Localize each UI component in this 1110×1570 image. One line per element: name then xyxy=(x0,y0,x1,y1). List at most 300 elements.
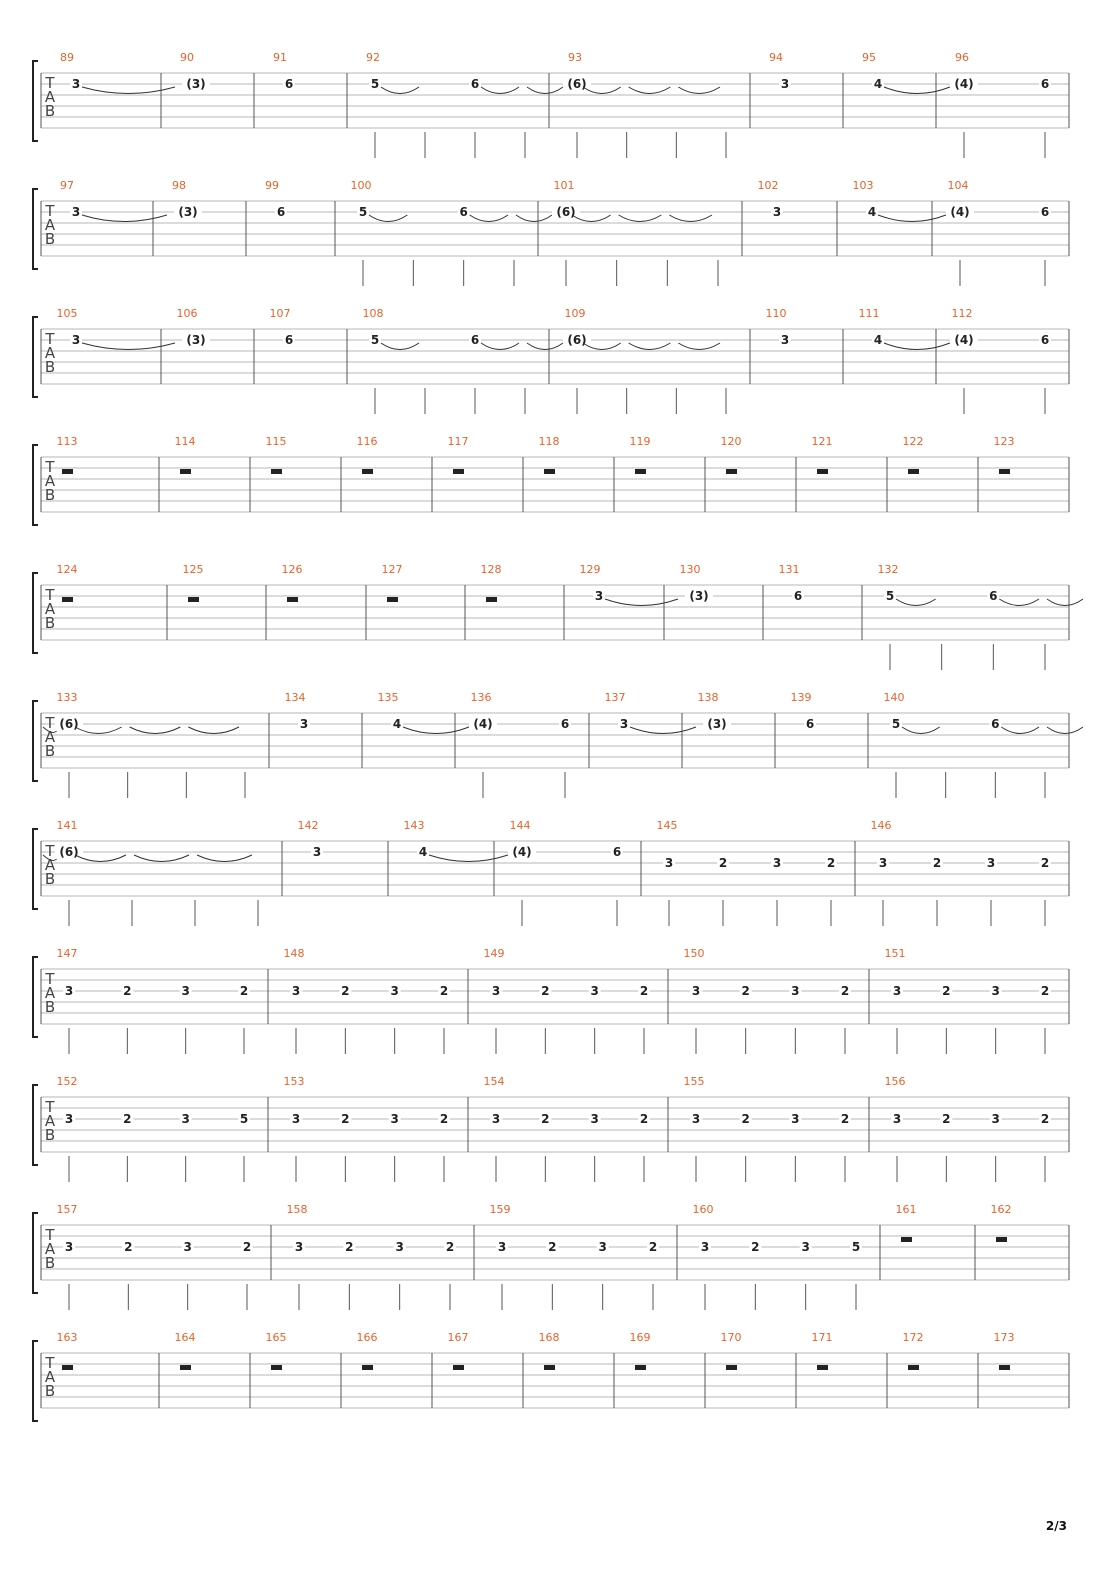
rest-symbol xyxy=(387,597,398,602)
rest-symbol xyxy=(188,597,199,602)
measure-number: 140 xyxy=(883,691,905,704)
tie-arc xyxy=(527,87,563,94)
fret-number: 3 xyxy=(181,1112,190,1126)
fret-number: 2 xyxy=(242,1240,252,1254)
measure-number: 97 xyxy=(60,179,74,192)
measure-number: 137 xyxy=(604,691,626,704)
fret-number: 5 xyxy=(239,1112,249,1126)
rest-symbol xyxy=(817,1365,828,1370)
rest-symbol xyxy=(901,1237,912,1242)
fret-number: 2 xyxy=(648,1240,658,1254)
measure-number: 163 xyxy=(56,1331,78,1344)
measure-number: 110 xyxy=(765,307,787,320)
tab-clef-letter: B xyxy=(44,742,56,760)
tie-arc xyxy=(130,727,181,734)
fret-number: 5 xyxy=(885,589,895,603)
fret-number: 3 xyxy=(594,589,604,603)
tab-clef-letter: A xyxy=(44,216,56,234)
fret-number: (4) xyxy=(512,845,532,859)
tab-clef-letter: B xyxy=(44,614,56,632)
fret-number: 3 xyxy=(691,1112,701,1126)
system-bracket xyxy=(33,573,38,653)
rest-symbol xyxy=(486,597,497,602)
system-bracket xyxy=(33,317,38,397)
fret-number: 2 xyxy=(341,1112,350,1126)
tab-clef-letter: A xyxy=(44,984,56,1002)
rest-symbol xyxy=(635,1365,646,1370)
tab-clef-letter: A xyxy=(44,600,56,618)
measure-number: 91 xyxy=(273,51,287,64)
fret-number: (6) xyxy=(567,77,587,91)
fret-number: 2 xyxy=(123,1112,132,1126)
fret-number: 3 xyxy=(390,984,399,998)
tie-arc xyxy=(1001,727,1039,734)
fret-number: 3 xyxy=(294,1240,304,1254)
tab-clef-letter: A xyxy=(44,88,56,106)
tab-clef-letter: T xyxy=(45,842,55,860)
rest-symbol xyxy=(999,469,1010,474)
fret-number: 3 xyxy=(780,333,790,347)
tab-clef-letter: A xyxy=(44,472,56,490)
fret-number: 3 xyxy=(590,984,599,998)
fret-number: 3 xyxy=(772,856,782,870)
measure-number: 146 xyxy=(870,819,892,832)
fret-number: (6) xyxy=(556,205,576,219)
fret-number: 3 xyxy=(664,856,674,870)
fret-number: 3 xyxy=(64,1112,74,1126)
fret-number: 3 xyxy=(986,856,996,870)
fret-number: 2 xyxy=(541,1112,550,1126)
fret-number: 3 xyxy=(691,984,701,998)
rest-symbol xyxy=(180,1365,191,1370)
measure-number: 109 xyxy=(564,307,586,320)
measure-number: 171 xyxy=(811,1331,833,1344)
measure-number: 166 xyxy=(356,1331,378,1344)
measure-number: 129 xyxy=(579,563,601,576)
measure-number: 150 xyxy=(683,947,705,960)
fret-number: 3 xyxy=(892,984,902,998)
tie-arc xyxy=(516,215,552,222)
fret-number: 6 xyxy=(276,205,286,219)
tie-arc xyxy=(605,599,678,606)
fret-number: 3 xyxy=(299,717,309,731)
fret-number: 3 xyxy=(71,333,81,347)
measure-number: 96 xyxy=(955,51,969,64)
fret-number: 2 xyxy=(1040,1112,1050,1126)
fret-number: 3 xyxy=(71,205,81,219)
fret-number: 2 xyxy=(541,984,550,998)
measure-number: 102 xyxy=(757,179,779,192)
fret-number: 3 xyxy=(491,984,501,998)
measure-number: 98 xyxy=(172,179,186,192)
measure-number: 89 xyxy=(60,51,74,64)
measure-number: 155 xyxy=(683,1075,705,1088)
measure-number: 154 xyxy=(483,1075,505,1088)
tie-arc xyxy=(896,599,936,606)
measure-number: 158 xyxy=(286,1203,308,1216)
fret-number: 2 xyxy=(439,984,449,998)
measure-number: 151 xyxy=(884,947,906,960)
measure-number: 93 xyxy=(568,51,582,64)
fret-number: 2 xyxy=(239,984,249,998)
measure-number: 130 xyxy=(679,563,701,576)
fret-number: 2 xyxy=(942,984,951,998)
fret-number: 6 xyxy=(612,845,622,859)
tab-clef-letter: B xyxy=(44,102,56,120)
tie-arc xyxy=(1047,599,1083,606)
fret-number: (4) xyxy=(954,333,974,347)
fret-number: 2 xyxy=(548,1240,557,1254)
tie-arc xyxy=(884,343,950,350)
measure-number: 113 xyxy=(56,435,78,448)
measure-number: 157 xyxy=(56,1203,78,1216)
system-bracket xyxy=(33,829,38,909)
fret-number: 3 xyxy=(991,984,1000,998)
tie-arc xyxy=(188,727,239,734)
measure-number: 133 xyxy=(56,691,78,704)
measure-number: 111 xyxy=(858,307,880,320)
fret-number: 2 xyxy=(840,984,850,998)
fret-number: 3 xyxy=(772,205,782,219)
fret-number: (3) xyxy=(689,589,709,603)
fret-number: 2 xyxy=(826,856,836,870)
tab-clef-letter: B xyxy=(44,1382,56,1400)
rest-symbol xyxy=(908,469,919,474)
rest-symbol xyxy=(453,469,464,474)
measure-number: 103 xyxy=(852,179,874,192)
measure-number: 128 xyxy=(480,563,502,576)
fret-number: 4 xyxy=(873,77,883,91)
tie-arc xyxy=(1047,727,1083,734)
tab-clef-letter: T xyxy=(45,202,55,220)
fret-number: 2 xyxy=(741,1112,750,1126)
measure-number: 95 xyxy=(862,51,876,64)
fret-number: 2 xyxy=(341,984,350,998)
measure-number: 118 xyxy=(538,435,560,448)
fret-number: (6) xyxy=(59,845,79,859)
fret-number: 6 xyxy=(470,333,480,347)
measure-number: 125 xyxy=(182,563,204,576)
measure-number: 147 xyxy=(56,947,78,960)
measure-number: 145 xyxy=(656,819,678,832)
measure-number: 170 xyxy=(720,1331,742,1344)
fret-number: 6 xyxy=(1040,205,1050,219)
rest-symbol xyxy=(62,469,73,474)
rest-symbol xyxy=(996,1237,1007,1242)
measure-number: 116 xyxy=(356,435,378,448)
fret-number: 2 xyxy=(124,1240,133,1254)
rest-symbol xyxy=(362,469,373,474)
fret-number: 3 xyxy=(791,984,800,998)
measure-number: 122 xyxy=(902,435,924,448)
measure-number: 142 xyxy=(297,819,319,832)
fret-number: 3 xyxy=(590,1112,599,1126)
fret-number: 6 xyxy=(793,589,803,603)
fret-number: 6 xyxy=(284,333,294,347)
fret-number: 6 xyxy=(989,589,998,603)
fret-number: 3 xyxy=(312,845,322,859)
tie-arc xyxy=(527,343,563,350)
fret-number: 2 xyxy=(718,856,728,870)
tie-arc xyxy=(630,727,696,734)
rest-symbol xyxy=(726,1365,737,1370)
fret-number: (6) xyxy=(59,717,79,731)
measure-number: 162 xyxy=(990,1203,1012,1216)
measure-number: 161 xyxy=(895,1203,917,1216)
fret-number: 2 xyxy=(1040,984,1050,998)
fret-number: 3 xyxy=(878,856,888,870)
tab-clef-letter: B xyxy=(44,358,56,376)
tie-arc xyxy=(678,87,720,94)
fret-number: 6 xyxy=(991,717,1000,731)
fret-number: 6 xyxy=(284,77,294,91)
measure-number: 114 xyxy=(174,435,196,448)
tie-arc xyxy=(82,215,167,222)
fret-number: 4 xyxy=(873,333,883,347)
tie-arc xyxy=(629,343,671,350)
measure-number: 159 xyxy=(489,1203,511,1216)
measure-number: 160 xyxy=(692,1203,714,1216)
fret-number: (3) xyxy=(186,333,206,347)
tie-arc xyxy=(403,727,469,734)
rest-symbol xyxy=(908,1365,919,1370)
fret-number: 2 xyxy=(840,1112,850,1126)
rest-symbol xyxy=(271,1365,282,1370)
tie-arc xyxy=(429,855,508,862)
tie-arc xyxy=(381,87,419,94)
measure-number: 115 xyxy=(265,435,287,448)
tab-clef-letter: A xyxy=(44,1240,56,1258)
fret-number: 5 xyxy=(370,77,380,91)
tie-arc xyxy=(470,215,508,222)
measure-number: 105 xyxy=(56,307,78,320)
fret-number: 3 xyxy=(497,1240,507,1254)
tab-clef-letter: T xyxy=(45,458,55,476)
tab-clef-letter: B xyxy=(44,1254,56,1272)
measure-number: 132 xyxy=(877,563,899,576)
rest-symbol xyxy=(544,1365,555,1370)
measure-number: 149 xyxy=(483,947,505,960)
fret-number: 3 xyxy=(291,984,301,998)
tab-clef-letter: A xyxy=(44,728,56,746)
measure-number: 136 xyxy=(470,691,492,704)
measure-number: 172 xyxy=(902,1331,924,1344)
fret-number: (4) xyxy=(950,205,970,219)
tab-clef-letter: T xyxy=(45,714,55,732)
tie-arc xyxy=(134,855,189,862)
measure-number: 153 xyxy=(283,1075,305,1088)
tab-clef-letter: A xyxy=(44,1368,56,1386)
page-number: 2/3 xyxy=(1045,1519,1067,1533)
tab-clef-letter: B xyxy=(44,998,56,1016)
fret-number: 6 xyxy=(470,77,480,91)
tab-clef-letter: T xyxy=(45,330,55,348)
fret-number: 2 xyxy=(741,984,750,998)
system-bracket xyxy=(33,1341,38,1421)
measure-number: 164 xyxy=(174,1331,196,1344)
fret-number: 2 xyxy=(639,984,649,998)
rest-symbol xyxy=(62,1365,73,1370)
fret-number: 2 xyxy=(123,984,132,998)
fret-number: (4) xyxy=(473,717,493,731)
system-bracket xyxy=(33,61,38,141)
measure-number: 141 xyxy=(56,819,78,832)
fret-number: (4) xyxy=(954,77,974,91)
rest-symbol xyxy=(726,469,737,474)
measure-number: 121 xyxy=(811,435,833,448)
tab-clef-letter: T xyxy=(45,970,55,988)
fret-number: 3 xyxy=(619,717,629,731)
fret-number: 6 xyxy=(1040,77,1050,91)
fret-number: 6 xyxy=(805,717,815,731)
rest-symbol xyxy=(817,469,828,474)
fret-number: 3 xyxy=(801,1240,810,1254)
measure-number: 144 xyxy=(509,819,531,832)
tie-arc xyxy=(619,215,662,222)
tie-arc xyxy=(678,343,720,350)
tie-arc xyxy=(381,343,419,350)
measure-number: 131 xyxy=(778,563,800,576)
fret-number: 2 xyxy=(751,1240,760,1254)
measure-number: 138 xyxy=(697,691,719,704)
measure-number: 168 xyxy=(538,1331,560,1344)
fret-number: 6 xyxy=(560,717,570,731)
tab-clef-letter: B xyxy=(44,870,56,888)
fret-number: 3 xyxy=(181,984,190,998)
rest-symbol xyxy=(362,1365,373,1370)
fret-number: 5 xyxy=(358,205,368,219)
rest-symbol xyxy=(180,469,191,474)
fret-number: 2 xyxy=(445,1240,455,1254)
tab-clef-letter: B xyxy=(44,230,56,248)
fret-number: 3 xyxy=(71,77,81,91)
tie-arc xyxy=(669,215,712,222)
tie-arc xyxy=(481,343,519,350)
system-bracket xyxy=(33,189,38,269)
measure-number: 127 xyxy=(381,563,403,576)
system-bracket xyxy=(33,1213,38,1293)
rest-symbol xyxy=(635,469,646,474)
fret-number: 4 xyxy=(392,717,402,731)
measure-number: 173 xyxy=(993,1331,1015,1344)
measure-number: 135 xyxy=(377,691,399,704)
fret-number: 2 xyxy=(439,1112,449,1126)
tie-arc xyxy=(999,599,1039,606)
fret-number: 5 xyxy=(370,333,380,347)
measure-number: 120 xyxy=(720,435,742,448)
measure-number: 99 xyxy=(265,179,279,192)
fret-number: 3 xyxy=(780,77,790,91)
measure-number: 124 xyxy=(56,563,78,576)
measure-number: 165 xyxy=(265,1331,287,1344)
fret-number: 6 xyxy=(1040,333,1050,347)
rest-symbol xyxy=(544,469,555,474)
tab-clef-letter: T xyxy=(45,74,55,92)
fret-number: 3 xyxy=(64,984,74,998)
measure-number: 90 xyxy=(180,51,194,64)
fret-number: 2 xyxy=(639,1112,649,1126)
fret-number: 3 xyxy=(491,1112,501,1126)
measure-number: 152 xyxy=(56,1075,78,1088)
measure-number: 94 xyxy=(769,51,783,64)
measure-number: 117 xyxy=(447,435,469,448)
fret-number: 3 xyxy=(395,1240,404,1254)
fret-number: 4 xyxy=(867,205,877,219)
rest-symbol xyxy=(62,597,73,602)
fret-number: 3 xyxy=(700,1240,710,1254)
fret-number: 3 xyxy=(64,1240,74,1254)
system-bracket xyxy=(33,957,38,1037)
tie-arc xyxy=(369,215,407,222)
tab-clef-letter: A xyxy=(44,1112,56,1130)
measure-number: 107 xyxy=(269,307,291,320)
fret-number: 2 xyxy=(932,856,942,870)
measure-number: 143 xyxy=(403,819,425,832)
tie-arc xyxy=(481,87,519,94)
system-bracket xyxy=(33,701,38,781)
measure-number: 112 xyxy=(951,307,973,320)
tab-clef-letter: A xyxy=(44,856,56,874)
measure-number: 119 xyxy=(629,435,651,448)
fret-number: (3) xyxy=(178,205,198,219)
tab-clef-letter: T xyxy=(45,1226,55,1244)
tab-clef-letter: B xyxy=(44,1126,56,1144)
tab-clef-letter: T xyxy=(45,586,55,604)
measure-number: 169 xyxy=(629,1331,651,1344)
tie-arc xyxy=(629,87,671,94)
rest-symbol xyxy=(287,597,298,602)
measure-number: 148 xyxy=(283,947,305,960)
measure-number: 106 xyxy=(176,307,198,320)
fret-number: 3 xyxy=(183,1240,192,1254)
fret-number: 3 xyxy=(291,1112,301,1126)
system-bracket xyxy=(33,445,38,525)
system-bracket xyxy=(33,1085,38,1165)
fret-number: 3 xyxy=(791,1112,800,1126)
fret-number: (3) xyxy=(707,717,727,731)
fret-number: 2 xyxy=(942,1112,951,1126)
fret-number: (6) xyxy=(567,333,587,347)
measure-number: 123 xyxy=(993,435,1015,448)
fret-number: 2 xyxy=(345,1240,354,1254)
measure-number: 108 xyxy=(362,307,384,320)
fret-number: 4 xyxy=(418,845,428,859)
measure-number: 101 xyxy=(553,179,575,192)
measure-number: 139 xyxy=(790,691,812,704)
measure-number: 134 xyxy=(284,691,306,704)
measure-number: 156 xyxy=(884,1075,906,1088)
tab-clef-letter: T xyxy=(45,1098,55,1116)
tie-arc xyxy=(902,727,940,734)
rest-symbol xyxy=(271,469,282,474)
fret-number: 5 xyxy=(891,717,901,731)
tab-clef-letter: B xyxy=(44,486,56,504)
measure-number: 167 xyxy=(447,1331,469,1344)
fret-number: 3 xyxy=(991,1112,1000,1126)
fret-number: 5 xyxy=(851,1240,861,1254)
tab-clef-letter: T xyxy=(45,1354,55,1372)
rest-symbol xyxy=(999,1365,1010,1370)
fret-number: (3) xyxy=(186,77,206,91)
fret-number: 6 xyxy=(459,205,468,219)
measure-number: 104 xyxy=(947,179,969,192)
tie-arc xyxy=(197,855,252,862)
tab-clef-letter: A xyxy=(44,344,56,362)
measure-number: 126 xyxy=(281,563,303,576)
rest-symbol xyxy=(453,1365,464,1370)
fret-number: 2 xyxy=(1040,856,1050,870)
measure-number: 92 xyxy=(366,51,380,64)
